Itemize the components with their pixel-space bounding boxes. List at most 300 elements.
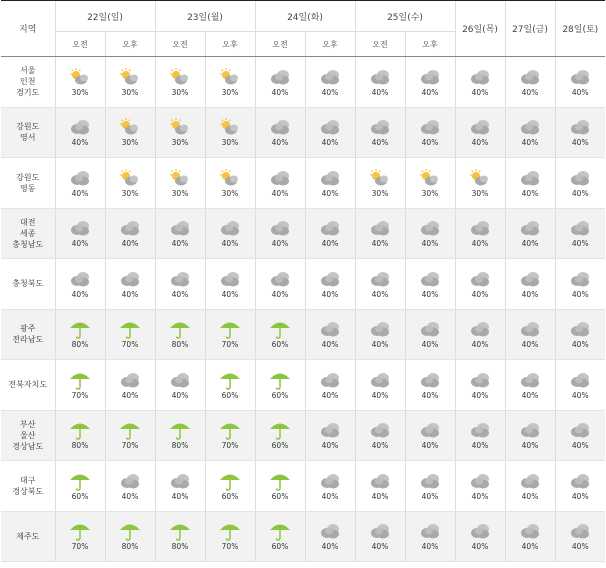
precip-probability: 40% [421,289,439,299]
precip-probability: 30% [221,188,239,198]
forecast-cell [305,57,355,108]
umbrella-icon [206,370,255,390]
cloudy-icon [306,319,355,339]
forecast-cell [555,461,605,512]
precip-probability: 40% [321,441,339,451]
am-header: 오전 [55,32,105,57]
umbrella-icon [206,471,255,491]
forecast-cell [405,208,455,259]
forecast-cell [455,360,505,411]
region-header: 지역 [1,1,55,57]
pm-header: 오후 [305,32,355,57]
cloudy-icon [406,67,455,87]
cloudy-icon [456,521,505,541]
umbrella-icon [156,521,205,541]
forecast-cell [505,208,555,259]
precip-probability: 60% [271,340,289,350]
partly-sunny-icon [56,67,105,87]
forecast-cell [255,158,305,209]
precip-probability: 40% [521,390,539,400]
precip-probability: 40% [421,441,439,451]
precip-probability: 40% [321,188,339,198]
forecast-cell [455,107,505,158]
cloudy-icon [356,370,405,390]
forecast-cell [405,511,455,562]
cloudy-icon [306,67,355,87]
cloudy-icon [506,319,555,339]
precip-probability: 40% [421,239,439,249]
precip-probability: 40% [521,138,539,148]
precip-probability: 40% [121,491,139,501]
cloudy-icon [106,218,155,238]
precip-probability: 80% [121,542,139,552]
precip-probability: 70% [221,340,239,350]
precip-probability: 40% [271,87,289,97]
cloudy-icon [406,471,455,491]
forecast-cell [255,461,305,512]
cloudy-icon [506,218,555,238]
cloudy-icon [106,471,155,491]
day-header: 22일(일) [55,1,155,32]
cloudy-icon [306,521,355,541]
forecast-cell [505,57,555,108]
region-label: 전북자치도 [1,360,55,411]
precip-probability: 40% [321,138,339,148]
precip-probability: 40% [271,188,289,198]
forecast-cell [505,461,555,512]
precip-probability: 40% [521,340,539,350]
umbrella-icon [256,420,305,440]
forecast-cell [555,360,605,411]
precip-probability: 40% [421,491,439,501]
table-row [1,309,605,360]
cloudy-icon [556,420,606,440]
precip-probability: 40% [371,87,389,97]
precip-probability: 40% [271,239,289,249]
table-row [1,461,605,512]
forecast-cell [105,461,155,512]
precip-probability: 40% [421,340,439,350]
precip-probability: 40% [171,491,189,501]
partly-sunny-icon [106,117,155,137]
cloudy-icon [506,67,555,87]
table-row [1,158,605,209]
cloudy-icon [256,67,305,87]
forecast-cell [355,208,405,259]
precip-probability: 40% [171,239,189,249]
forecast-cell [455,57,505,108]
region-label: 충청북도 [1,259,55,310]
forecast-cell [505,107,555,158]
partly-sunny-icon [156,67,205,87]
forecast-cell [155,309,205,360]
precip-probability: 30% [121,87,139,97]
forecast-cell [455,410,505,461]
forecast-cell [555,158,605,209]
cloudy-icon [556,269,606,289]
precip-probability: 40% [521,491,539,501]
cloudy-icon [556,521,606,541]
forecast-cell [555,107,605,158]
partly-sunny-icon [406,168,455,188]
umbrella-icon [206,420,255,440]
forecast-cell [305,208,355,259]
umbrella-icon [256,521,305,541]
forecast-cell [255,208,305,259]
umbrella-icon [106,319,155,339]
precip-probability: 60% [271,441,289,451]
precip-probability: 30% [171,87,189,97]
partly-sunny-icon [356,168,405,188]
cloudy-icon [256,218,305,238]
cloudy-icon [456,218,505,238]
precip-probability: 30% [171,138,189,148]
cloudy-icon [306,370,355,390]
cloudy-icon [306,218,355,238]
cloudy-icon [456,420,505,440]
forecast-cell [455,309,505,360]
forecast-cell [405,461,455,512]
precip-probability: 70% [221,441,239,451]
forecast-cell [155,57,205,108]
precip-probability: 60% [221,390,239,400]
precip-probability: 40% [421,542,439,552]
table-row [1,511,605,562]
forecast-cell [405,410,455,461]
am-header: 오전 [355,32,405,57]
precip-probability: 40% [121,390,139,400]
forecast-cell [255,309,305,360]
forecast-cell [505,360,555,411]
forecast-cell [555,57,605,108]
forecast-cell [155,208,205,259]
forecast-cell [505,309,555,360]
forecast-cell [105,158,155,209]
precip-probability: 40% [471,87,489,97]
precip-probability: 40% [321,491,339,501]
precip-probability: 40% [421,87,439,97]
forecast-cell [155,511,205,562]
forecast-cell [455,259,505,310]
forecast-cell [305,107,355,158]
cloudy-icon [306,269,355,289]
forecast-cell [205,360,255,411]
precip-probability: 40% [71,188,89,198]
forecast-cell [305,511,355,562]
precip-probability: 40% [471,289,489,299]
cloudy-icon [406,117,455,137]
cloudy-icon [56,218,105,238]
forecast-cell [205,107,255,158]
region-label: 대전 세종 충청남도 [1,208,55,259]
umbrella-icon [206,319,255,339]
partly-sunny-icon [206,67,255,87]
precip-probability: 40% [71,239,89,249]
precip-probability: 40% [371,239,389,249]
cloudy-icon [306,117,355,137]
cloudy-icon [356,420,405,440]
forecast-cell [55,57,105,108]
cloudy-icon [56,269,105,289]
forecast-cell [455,511,505,562]
precip-probability: 40% [571,390,589,400]
forecast-cell [105,259,155,310]
precip-probability: 80% [71,340,89,350]
forecast-cell [205,158,255,209]
forecast-cell [255,107,305,158]
table-row [1,360,605,411]
cloudy-icon [356,471,405,491]
precip-probability: 40% [371,138,389,148]
umbrella-icon [156,319,205,339]
precip-probability: 40% [521,441,539,451]
precip-probability: 40% [421,138,439,148]
precip-probability: 40% [571,542,589,552]
am-header: 오전 [255,32,305,57]
cloudy-icon [556,67,606,87]
umbrella-icon [56,471,105,491]
precip-probability: 40% [321,87,339,97]
forecast-cell [105,107,155,158]
precip-probability: 40% [321,542,339,552]
cloudy-icon [206,269,255,289]
forecast-cell [255,511,305,562]
precip-probability: 40% [471,239,489,249]
forecast-cell [205,57,255,108]
table-row [1,410,605,461]
forecast-cell [205,309,255,360]
cloudy-icon [506,420,555,440]
forecast-cell [405,57,455,108]
cloudy-icon [306,471,355,491]
cloudy-icon [406,319,455,339]
weekly-forecast-table [1,0,605,562]
forecast-cell [155,259,205,310]
umbrella-icon [156,420,205,440]
precip-probability: 30% [421,188,439,198]
umbrella-icon [256,370,305,390]
cloudy-icon [356,117,405,137]
precip-probability: 80% [171,441,189,451]
day-header: 28일(토) [555,1,605,57]
forecast-cell [155,410,205,461]
forecast-cell [505,259,555,310]
cloudy-icon [406,420,455,440]
forecast-cell [505,511,555,562]
table-row [1,208,605,259]
day-header: 23일(월) [155,1,255,32]
cloudy-icon [556,168,606,188]
region-label: 광주 전라남도 [1,309,55,360]
forecast-cell [105,410,155,461]
precip-probability: 60% [71,491,89,501]
forecast-cell [355,57,405,108]
forecast-cell [355,410,405,461]
precip-probability: 80% [71,441,89,451]
cloudy-icon [306,420,355,440]
umbrella-icon [256,319,305,339]
forecast-cell [505,410,555,461]
forecast-cell [155,107,205,158]
cloudy-icon [56,117,105,137]
precip-probability: 40% [471,390,489,400]
precip-probability: 40% [371,441,389,451]
day-header: 26일(목) [455,1,505,57]
precip-probability: 40% [71,289,89,299]
region-label: 강원도 영서 [1,107,55,158]
cloudy-icon [306,168,355,188]
partly-sunny-icon [106,67,155,87]
umbrella-icon [56,319,105,339]
forecast-cell [55,107,105,158]
precip-probability: 30% [221,138,239,148]
forecast-cell [205,208,255,259]
precip-probability: 30% [371,188,389,198]
forecast-cell [305,360,355,411]
cloudy-icon [406,370,455,390]
pm-header: 오후 [105,32,155,57]
forecast-cell [355,158,405,209]
cloudy-icon [506,521,555,541]
precip-probability: 40% [371,491,389,501]
cloudy-icon [406,521,455,541]
region-label: 제주도 [1,511,55,562]
cloudy-icon [156,269,205,289]
forecast-cell [105,208,155,259]
cloudy-icon [256,269,305,289]
precip-probability: 30% [121,138,139,148]
forecast-cell [205,511,255,562]
cloudy-icon [556,370,606,390]
forecast-cell [355,309,405,360]
precip-probability: 30% [221,87,239,97]
region-label: 서울 인천 경기도 [1,57,55,108]
umbrella-icon [56,521,105,541]
precip-probability: 40% [171,289,189,299]
precip-probability: 40% [571,239,589,249]
precip-probability: 70% [121,340,139,350]
precip-probability: 40% [471,491,489,501]
forecast-cell [55,208,105,259]
precip-probability: 40% [571,441,589,451]
precip-probability: 40% [471,138,489,148]
cloudy-icon [556,471,606,491]
cloudy-icon [206,218,255,238]
forecast-cell [255,410,305,461]
region-label: 부산 울산 경상남도 [1,410,55,461]
partly-sunny-icon [156,117,205,137]
forecast-cell [305,259,355,310]
forecast-cell [355,259,405,310]
precip-probability: 40% [571,87,589,97]
cloudy-icon [356,269,405,289]
cloudy-icon [456,370,505,390]
forecast-cell [355,360,405,411]
forecast-cell [355,511,405,562]
cloudy-icon [456,471,505,491]
cloudy-icon [506,117,555,137]
forecast-cell [155,360,205,411]
precip-probability: 60% [271,390,289,400]
forecast-cell [55,259,105,310]
precip-probability: 40% [321,390,339,400]
am-header: 오전 [155,32,205,57]
forecast-cell [155,461,205,512]
precip-probability: 40% [571,491,589,501]
precip-probability: 60% [271,542,289,552]
precip-probability: 40% [221,239,239,249]
cloudy-icon [456,117,505,137]
cloudy-icon [406,218,455,238]
cloudy-icon [256,117,305,137]
forecast-cell [205,410,255,461]
cloudy-icon [506,269,555,289]
cloudy-icon [556,218,606,238]
table-row [1,107,605,158]
forecast-cell [505,158,555,209]
precip-probability: 40% [321,289,339,299]
precip-probability: 30% [71,87,89,97]
umbrella-icon [206,521,255,541]
forecast-cell [105,57,155,108]
forecast-cell [405,158,455,209]
region-label: 대구 경상북도 [1,461,55,512]
precip-probability: 40% [121,239,139,249]
precip-probability: 40% [371,340,389,350]
forecast-cell [405,259,455,310]
precip-probability: 40% [571,340,589,350]
forecast-cell [105,360,155,411]
forecast-cell [455,158,505,209]
precip-probability: 40% [571,188,589,198]
precip-probability: 40% [471,542,489,552]
precip-probability: 40% [71,138,89,148]
day-header: 24일(화) [255,1,355,32]
precip-probability: 40% [321,239,339,249]
day-header: 25일(수) [355,1,455,32]
region-label: 강원도 영동 [1,158,55,209]
precip-probability: 60% [271,491,289,501]
umbrella-icon [106,420,155,440]
precip-probability: 80% [171,542,189,552]
precip-probability: 40% [221,289,239,299]
partly-sunny-icon [106,168,155,188]
forecast-cell [405,309,455,360]
cloudy-icon [56,168,105,188]
precip-probability: 30% [471,188,489,198]
forecast-cell [555,511,605,562]
umbrella-icon [56,420,105,440]
precip-probability: 40% [521,239,539,249]
cloudy-icon [256,168,305,188]
precip-probability: 40% [521,87,539,97]
precip-probability: 40% [421,390,439,400]
precip-probability: 30% [121,188,139,198]
partly-sunny-icon [456,168,505,188]
precip-probability: 40% [121,289,139,299]
forecast-cell [305,461,355,512]
forecast-cell [405,360,455,411]
forecast-cell [555,309,605,360]
forecast-cell [355,107,405,158]
forecast-cell [555,259,605,310]
precip-probability: 40% [171,390,189,400]
precip-probability: 40% [521,188,539,198]
forecast-cell [355,461,405,512]
umbrella-icon [56,370,105,390]
partly-sunny-icon [156,168,205,188]
table-row [1,57,605,108]
